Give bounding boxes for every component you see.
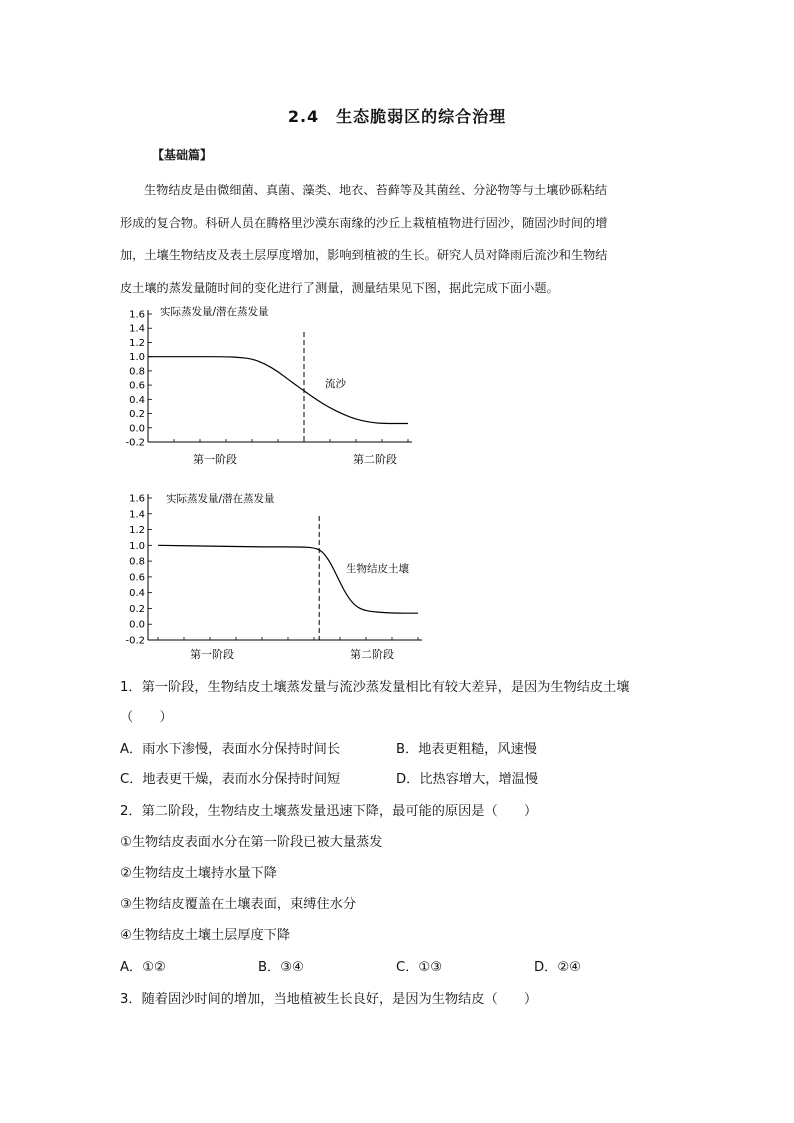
y-tick-label: 0.6 [129,572,145,584]
question-1-option-c: C．地表更干燥，表而水分保持时间短 [120,772,341,787]
y-tick-label: 0.2 [129,603,145,615]
question-2-stem: 2．第二阶段，生物结皮土壤蒸发量迅速下降，最可能的原因是（ ） [120,804,538,819]
intro-paragraph [120,174,680,304]
y-tick-label: 1.0 [129,352,145,364]
question-3-stem: 3．随着固沙时间的增加，当地植被生长良好，是因为生物结皮（ ） [120,992,538,1007]
y-tick-label: 1.6 [129,493,145,505]
y-tick-label: 0.4 [129,394,145,406]
question-2-statement-1: ①生物结皮表面水分在第一阶段已被大量蒸发 [120,835,383,850]
question-2-statement-3: ③生物结皮覆盖在土壤表面，束缚住水分 [120,897,357,912]
y-tick-label: 0.8 [129,556,145,568]
series-label: 生物结皮土壤 [346,563,409,575]
document-title: 2.4 生态脆弱区的综合治理 [287,107,507,126]
series-line [158,545,418,613]
y-tick-label: 1.6 [129,309,145,321]
chart-biocrust [120,490,420,660]
question-2-option-b: B．③④ [258,960,304,975]
question-1-option-d: D．比热容增大，增温慢 [396,772,539,787]
y-tick-label: 0.6 [129,380,145,392]
series-label: 流沙 [325,378,346,390]
section-heading: 【基础篇】 [152,148,213,162]
y-tick-label: 0.4 [129,588,145,600]
paragraph-line-1: 生物结皮是由微细菌、真菌、藻类、地衣、苔藓等及其菌丝、分泌物等与土壤砂砾粘结 [144,183,608,197]
question-1-stem: 1．第一阶段，生物结皮土壤蒸发量与流沙蒸发量相比有较大差异，是因为生物结皮土壤 [120,680,630,695]
question-2-option-d: D．②④ [534,960,581,975]
y-tick-label: 1.2 [129,337,145,349]
x-label-stage-1: 第一阶段 [190,648,234,661]
chart-title: 实际蒸发量/潜在蒸发量 [166,493,275,505]
chart-title: 实际蒸发量/潜在蒸发量 [160,306,269,318]
question-1-option-a: A．雨水下渗慢，表面水分保持时间长 [120,742,341,757]
y-tick-label: 1.4 [129,323,145,335]
paragraph-line-3: 加，土壤生物结皮及表土层厚度增加，影响到植被的生长。研究人员对降雨后流沙和生物结 [120,248,608,262]
paragraph-line-2: 形成的复合物。科研人员在腾格里沙漠东南缘的沙丘上栽植植物进行固沙，随固沙时间的增 [120,215,608,230]
chart-quicksand-svg [120,302,420,472]
y-tick-label: 1.0 [129,540,145,552]
question-1-blank: （ ） [120,710,173,725]
y-tick-label: 1.2 [129,525,145,537]
x-label-stage-2: 第二阶段 [353,453,397,466]
x-label-stage-2: 第二阶段 [350,648,394,661]
chart-quicksand [120,302,420,472]
chart-biocrust-svg [120,490,420,660]
paragraph-line-4: 皮土壤的蒸发量随时间的变化进行了测量，测量结果见下图，据此完成下面小题。 [120,280,559,295]
question-2-option-c: C．①③ [396,960,443,975]
y-tick-label: 0.0 [129,619,145,631]
x-label-stage-1: 第一阶段 [193,453,237,466]
question-2-option-a: A．①② [120,960,166,975]
series-line [148,357,408,424]
question-2-statement-2: ②生物结皮土壤持水量下降 [120,866,277,881]
y-tick-label: -0.2 [125,437,145,449]
y-tick-label: 0.8 [129,366,145,378]
question-2-statement-4: ④生物结皮土壤土层厚度下降 [120,928,291,943]
y-tick-label: 0.2 [129,409,145,421]
y-tick-label: 0.0 [129,423,145,435]
question-1-option-b: B．地表更粗糙，风速慢 [396,742,537,757]
y-tick-label: -0.2 [125,635,145,647]
y-tick-label: 1.4 [129,509,145,521]
